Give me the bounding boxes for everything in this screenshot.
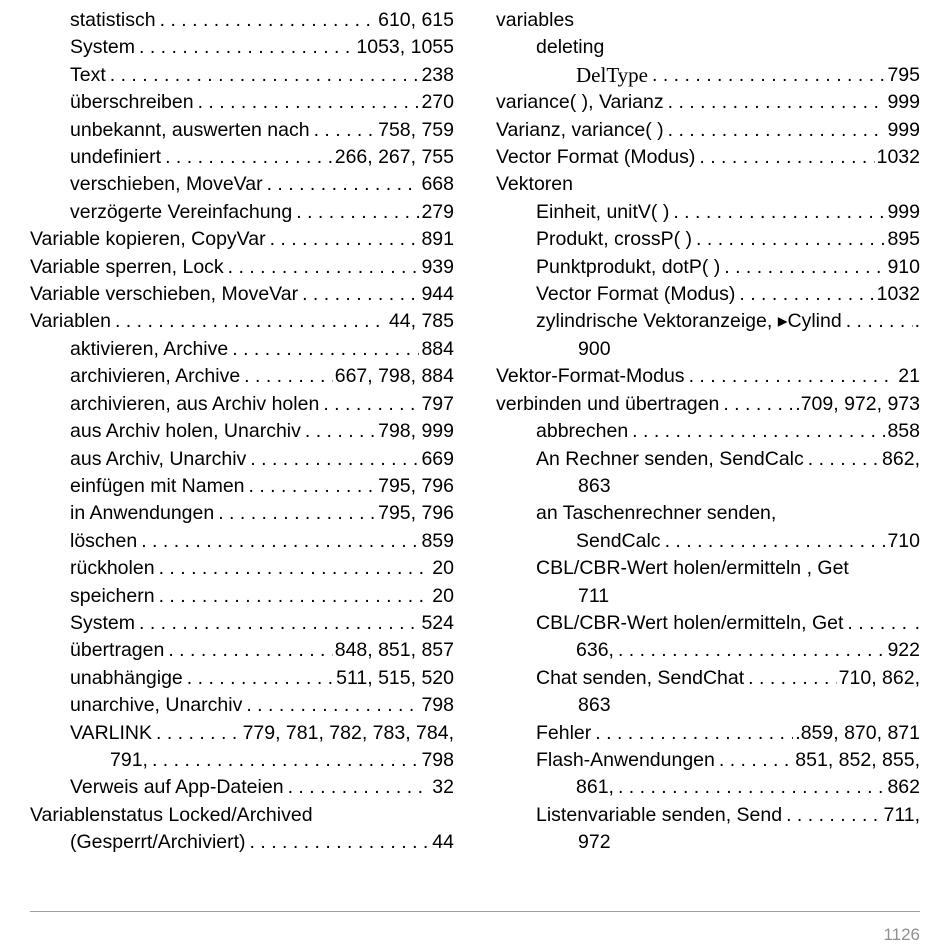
dot-leader [198, 89, 420, 116]
dot-leader [168, 637, 332, 664]
index-entry [30, 665, 454, 692]
index-term: archivieren, Archive [70, 365, 241, 388]
page-references: 795, 796 [378, 502, 454, 525]
index-entry [496, 144, 920, 171]
index-entry [30, 7, 454, 34]
dot-leader [232, 336, 419, 363]
dot-leader [159, 555, 431, 582]
index-entry [496, 610, 920, 665]
index-term: Variablen [30, 310, 111, 333]
dot-leader [739, 281, 874, 308]
dot-leader [115, 308, 387, 335]
dot-leader [249, 473, 377, 500]
dot-leader [250, 446, 419, 473]
page-references: 797 [421, 392, 454, 415]
page-references: 270 [421, 91, 454, 114]
dot-leader [847, 610, 912, 637]
dot-leader [246, 692, 419, 719]
index-term: VARLINK [70, 721, 152, 744]
dot-leader [288, 774, 431, 801]
page-references: 44 [432, 831, 454, 854]
dot-leader [652, 62, 885, 89]
dot-leader [618, 774, 886, 801]
index-term: Fehler [536, 721, 592, 744]
page-references: 795, 796 [378, 474, 454, 497]
page-references: .859, 870, 871 [795, 721, 920, 744]
index-term: unarchive, Unarchiv [70, 694, 243, 717]
page-references: 667, 798, 884 [334, 365, 454, 388]
page-references: 20 [432, 557, 454, 580]
index-entry [496, 500, 920, 555]
index-entry [30, 144, 454, 171]
dot-leader [152, 747, 420, 774]
index-term: CBL/CBR-Wert holen/ermitteln, Get [536, 611, 844, 634]
index-entry [30, 637, 454, 664]
page-references: 939 [421, 255, 454, 278]
index-entry [30, 34, 454, 61]
dot-leader [689, 363, 897, 390]
index-term: verzögerte Vereinfachung [70, 200, 293, 223]
page-references: 511, 515, 520 [336, 666, 454, 689]
index-entry [30, 418, 454, 445]
page-references-continued: 711 [578, 584, 610, 607]
dot-leader [668, 117, 886, 144]
index-entry [496, 363, 920, 390]
index-entry [496, 34, 920, 61]
page-references: 779, 781, 782, 783, 784, [242, 721, 454, 744]
dot-leader [323, 391, 419, 418]
index-term: Chat senden, SendChat [536, 666, 745, 689]
page-references: 32 [432, 776, 454, 799]
page-references: 710, 862, [838, 666, 920, 689]
index-term: Text [70, 63, 106, 86]
page-references: 862, [882, 447, 920, 470]
page-references-continued: 863 [578, 474, 611, 497]
index-entry [30, 473, 454, 500]
index-entry [30, 610, 454, 637]
index-entry [30, 117, 454, 144]
page-references: 910 [887, 255, 920, 278]
page-references: 798 [421, 694, 454, 717]
dot-leader [165, 144, 333, 171]
index-term: System [70, 36, 136, 59]
page-references: 279 [421, 200, 454, 223]
index-term: Variable sperren, Lock [30, 255, 224, 278]
index-term: Variable kopieren, CopyVar [30, 228, 266, 251]
index-term: An Rechner senden, SendCalc [536, 447, 804, 470]
index-term-continued: SendCalc [576, 529, 661, 552]
index-entry [30, 720, 454, 775]
index-column-right [496, 7, 920, 857]
index-entry [496, 747, 920, 802]
dot-leader [187, 665, 334, 692]
dot-leader [618, 637, 886, 664]
index-term: Variable verschieben, MoveVar [30, 283, 299, 306]
index-term: variance( ), Varianz [496, 91, 664, 114]
dot-leader [724, 254, 885, 281]
index-entry [30, 62, 454, 89]
page-references: .709, 972, 973 [795, 392, 920, 415]
page-references: 668 [421, 173, 454, 196]
index-term: zylindrische Vektoranzeige, ▸Cylind [536, 310, 842, 333]
index-entry [30, 802, 454, 857]
index-term: in Anwendungen [70, 502, 215, 525]
dot-leader [156, 720, 241, 747]
index-term: speichern [70, 584, 155, 607]
index-entry [30, 391, 454, 418]
index-entry [30, 336, 454, 363]
index-entry [496, 802, 920, 857]
index-entry [30, 774, 454, 801]
index-term: übertragen [70, 639, 165, 662]
index-term: variables [496, 9, 575, 31]
index-term: Einheit, unitV( ) [536, 200, 670, 223]
page-references: 999 [887, 200, 920, 223]
dot-leader [699, 144, 874, 171]
index-term: aus Archiv, Unarchiv [70, 447, 247, 470]
dot-leader [218, 500, 376, 527]
index-term: Flash-Anwendungen [536, 748, 715, 771]
index-term: Produkt, crossP( ) [536, 228, 693, 251]
page-references: 999 [887, 91, 920, 114]
dot-leader [244, 363, 333, 390]
index-entry [30, 89, 454, 116]
index-term: Vector Format (Modus) [536, 283, 736, 306]
dot-leader [696, 226, 885, 253]
index-entry [496, 199, 920, 226]
page-references-continued: 863 [578, 694, 611, 717]
index-entry [30, 446, 454, 473]
page-references: 891 [421, 228, 454, 251]
index-term: Vector Format (Modus) [496, 146, 696, 169]
page-references: 266, 267, 755 [334, 146, 454, 169]
dot-leader [719, 747, 793, 774]
dot-leader [808, 446, 880, 473]
index-entry [30, 171, 454, 198]
page-references: 20 [432, 584, 454, 607]
index-term: undefiniert [70, 146, 162, 169]
index-term: verbinden und übertragen [496, 392, 720, 415]
dot-leader [228, 254, 420, 281]
index-entry [496, 7, 920, 34]
page-references: 711, [883, 803, 920, 826]
page-references: 710 [887, 529, 920, 552]
index-term: CBL/CBR-Wert holen/ermitteln , Get [536, 557, 849, 580]
page-references: 1032 [876, 146, 920, 169]
index-entry [496, 391, 920, 418]
page-references: 610, 615 [378, 9, 454, 31]
index-term: unabhängige [70, 666, 183, 689]
page-references-continued: 900 [578, 337, 611, 360]
index-term-continued: 791, [110, 748, 148, 771]
footer-divider [30, 911, 920, 912]
page-references: 798 [421, 748, 454, 771]
index-column-left [30, 7, 454, 857]
index-entry [30, 363, 454, 390]
page-references: 44, 785 [388, 310, 454, 333]
index-entry [30, 308, 454, 335]
dot-leader [302, 281, 419, 308]
page-references: 999 [887, 118, 920, 141]
page-references: 1032 [876, 283, 920, 306]
dot-leader [159, 583, 431, 610]
dot-leader [665, 528, 886, 555]
page-references: 238 [421, 63, 454, 86]
page-references: 858 [887, 420, 920, 443]
index-entry [496, 308, 920, 363]
page-references: . [914, 310, 920, 333]
index-term: abbrechen [536, 420, 629, 443]
index-term-continued: (Gesperrt/Archiviert) [70, 831, 246, 854]
dot-leader [632, 418, 885, 445]
page-references: 669 [421, 447, 454, 470]
index-term: aktivieren, Archive [70, 337, 229, 360]
index-entry [496, 665, 920, 720]
page-number: 1126 [883, 925, 920, 944]
index-entry [496, 62, 920, 89]
page-references: 922 [887, 639, 920, 662]
index-entry [30, 254, 454, 281]
dot-leader [595, 720, 793, 747]
index-term: Listenvariable senden, Send [536, 803, 783, 826]
index-term-continued: 636, [576, 639, 614, 662]
index-entry [496, 720, 920, 747]
index-entry [496, 171, 920, 198]
dot-leader [314, 117, 377, 144]
index-term: deleting [536, 36, 605, 59]
index-term: rückholen [70, 557, 155, 580]
index-entry [496, 446, 920, 501]
index-entry [30, 528, 454, 555]
index-entry [30, 583, 454, 610]
page-references: 795 [887, 63, 920, 86]
dot-leader [270, 226, 420, 253]
index-term: überschreiben [70, 91, 194, 114]
dot-leader [668, 89, 886, 116]
page-references: 944 [421, 283, 454, 306]
index-term: Variablenstatus Locked/Archived [30, 803, 313, 826]
index-entry [30, 199, 454, 226]
index-term: Varianz, variance( ) [496, 118, 664, 141]
index-entry [496, 555, 920, 610]
dot-leader [296, 199, 419, 226]
index-entry [496, 226, 920, 253]
index-term-continued: 861, [576, 776, 614, 799]
dot-leader [748, 665, 837, 692]
page-references: 524 [421, 611, 454, 634]
index-entry [30, 500, 454, 527]
dot-leader [673, 199, 885, 226]
dot-leader [723, 391, 793, 418]
page-references: 851, 852, 855, [795, 748, 920, 771]
dot-leader [786, 802, 881, 829]
page-references-continued: 972 [578, 831, 611, 854]
index-entry [496, 89, 920, 116]
index-term: Verweis auf App-Dateien [70, 776, 284, 799]
index-entry [30, 226, 454, 253]
index-term: einfügen mit Namen [70, 474, 245, 497]
page-references: 1053, 1055 [356, 36, 454, 59]
dot-leader [110, 62, 420, 89]
dot-leader [846, 308, 913, 335]
dot-leader [139, 34, 354, 61]
index-term: System [70, 611, 136, 634]
page-references: 758, 759 [378, 118, 454, 141]
page-references: 859 [421, 529, 454, 552]
index-entry [30, 692, 454, 719]
index-term: DelType [576, 62, 649, 87]
index-term: Punktprodukt, dotP( ) [536, 255, 721, 278]
index-term: an Taschenrechner senden, [536, 502, 777, 525]
index-term: archivieren, aus Archiv holen [70, 392, 320, 415]
page-references: 895 [887, 228, 920, 251]
dot-leader [141, 528, 419, 555]
page-references: 862 [887, 776, 920, 799]
dot-leader [160, 7, 376, 34]
dot-leader [267, 171, 420, 198]
index-term: unbekannt, auswerten nach [70, 118, 310, 141]
index-entry [30, 555, 454, 582]
index-term: Vektoren [496, 173, 573, 196]
index-term: Vektor-Format-Modus [496, 365, 685, 388]
dot-leader [305, 418, 376, 445]
index-term: löschen [70, 529, 138, 552]
index-entry [496, 418, 920, 445]
index-term: aus Archiv holen, Unarchiv [70, 420, 301, 443]
index-entry [496, 254, 920, 281]
index-term: statistisch [70, 9, 156, 31]
page-references: . [914, 611, 920, 634]
index-entry [496, 117, 920, 144]
page-references: 798, 999 [378, 420, 454, 443]
page-references: 884 [421, 337, 454, 360]
dot-leader [139, 610, 419, 637]
index-term: verschieben, MoveVar [70, 173, 263, 196]
index-entry [496, 281, 920, 308]
page-references: 848, 851, 857 [334, 639, 454, 662]
dot-leader [250, 829, 431, 856]
index-entry [30, 281, 454, 308]
page-references: 21 [898, 365, 920, 388]
